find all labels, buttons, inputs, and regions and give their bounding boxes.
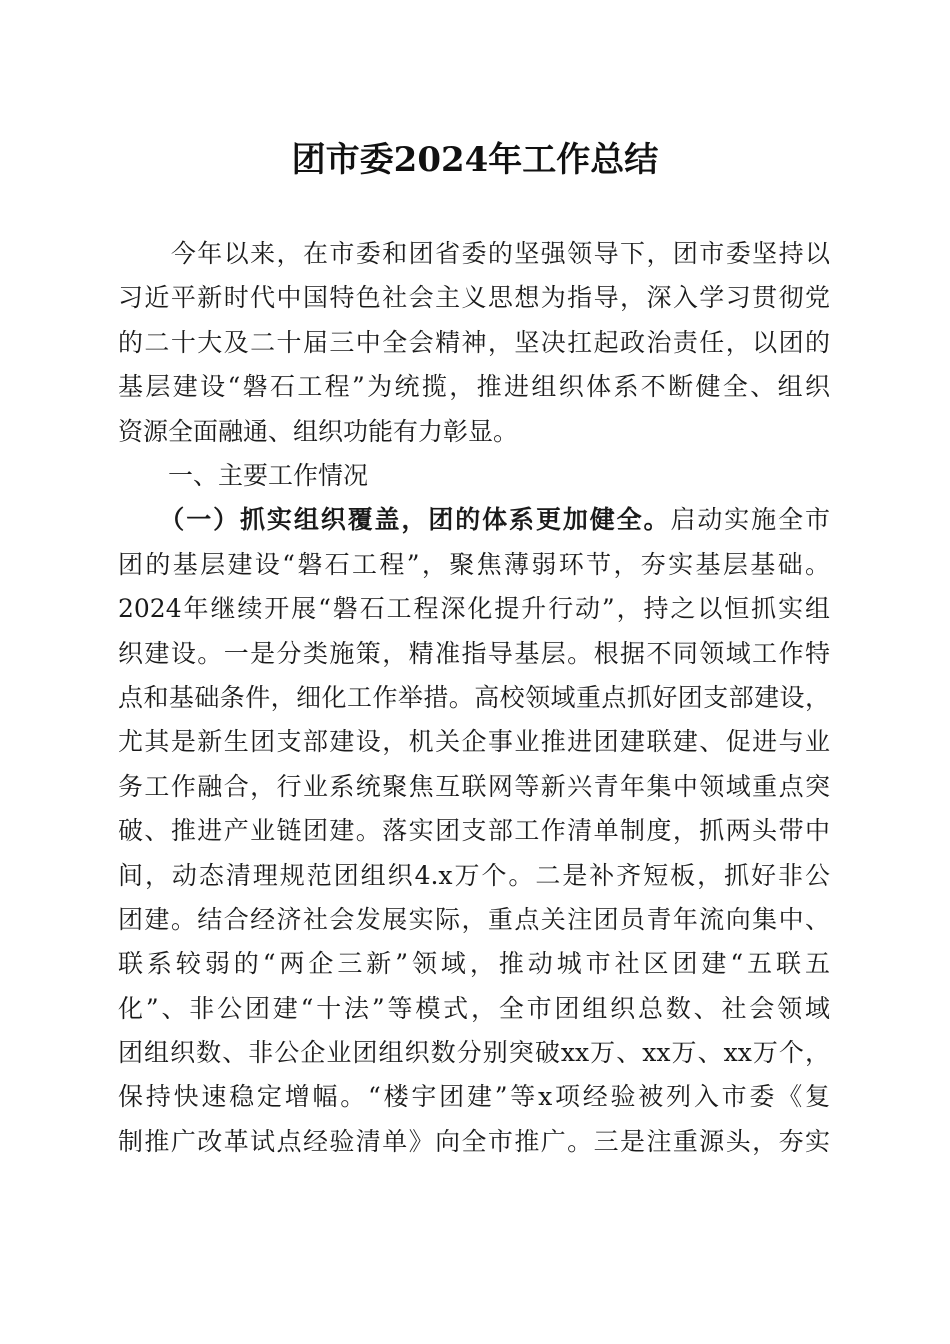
paragraph-line: 点和基础条件，细化工作举措。高校领域重点抓好团支部建设， xyxy=(118,682,830,712)
intro-line: 习近平新时代中国特色社会主义思想为指导，深入学习贯彻党 xyxy=(118,283,830,313)
subsection-heading: （一）抓实组织覆盖，团的体系更加健全。 xyxy=(118,505,671,535)
paragraph-line: 务工作融合，行业系统聚焦互联网等新兴青年集中领域重点突 xyxy=(118,771,830,801)
paragraph-line: 间，动态清理规范团组织4.x万个。二是补齐短板，抓好非公 xyxy=(118,860,830,890)
paragraph-line: 织建设。一是分类施策，精准指导基层。根据不同领域工作特 xyxy=(118,638,830,668)
intro-paragraph xyxy=(118,232,830,454)
section-block xyxy=(118,454,830,1164)
paragraph-line: 尤其是新生团支部建设，机关企事业推进团建联建、促进与业 xyxy=(118,727,830,757)
paragraph-line: 团建。结合经济社会发展实际，重点关注团员青年流向集中、 xyxy=(118,904,830,934)
intro-line: 今年以来，在市委和团省委的坚强领导下，团市委坚持以 xyxy=(118,239,830,268)
intro-line: 资源全面融通、组织功能有力彰显。 xyxy=(118,416,519,446)
paragraph-line: 化”、非公团建“十法”等模式，全市团组织总数、社会领域 xyxy=(118,993,830,1023)
intro-line: 的二十大及二十届三中全会精神，坚决扛起政治责任，以团的 xyxy=(118,327,830,357)
subsection-first-line-rest: 启动实施全市 xyxy=(670,505,830,535)
paragraph-line: 团的基层建设“磐石工程”，聚焦薄弱环节，夯实基层基础。 xyxy=(118,549,830,579)
paragraph-line: 团组织数、非公企业团组织数分别突破xx万、xx万、xx万个， xyxy=(118,1038,830,1068)
intro-line: 基层建设“磐石工程”为统揽，推进组织体系不断健全、组织 xyxy=(118,372,830,402)
paragraph-line: 保持快速稳定增幅。“楼宇团建”等x项经验被列入市委《复 xyxy=(118,1082,830,1112)
subsection-first-line xyxy=(118,498,830,542)
paragraph-line: 2024年继续开展“磐石工程深化提升行动”，持之以恒抓实组 xyxy=(118,594,830,624)
paragraph-line: 破、推进产业链团建。落实团支部工作清单制度，抓两头带中 xyxy=(118,816,830,846)
document-title: 团市委2024年工作总结 xyxy=(291,140,659,180)
section-heading: 一、主要工作情况 xyxy=(118,461,369,490)
paragraph-line: 制推广改革试点经验清单》向全市推广。三是注重源头，夯实 xyxy=(118,1126,830,1156)
paragraph-line: 联系较弱的“两企三新”领域，推动城市社区团建“五联五 xyxy=(118,949,830,979)
